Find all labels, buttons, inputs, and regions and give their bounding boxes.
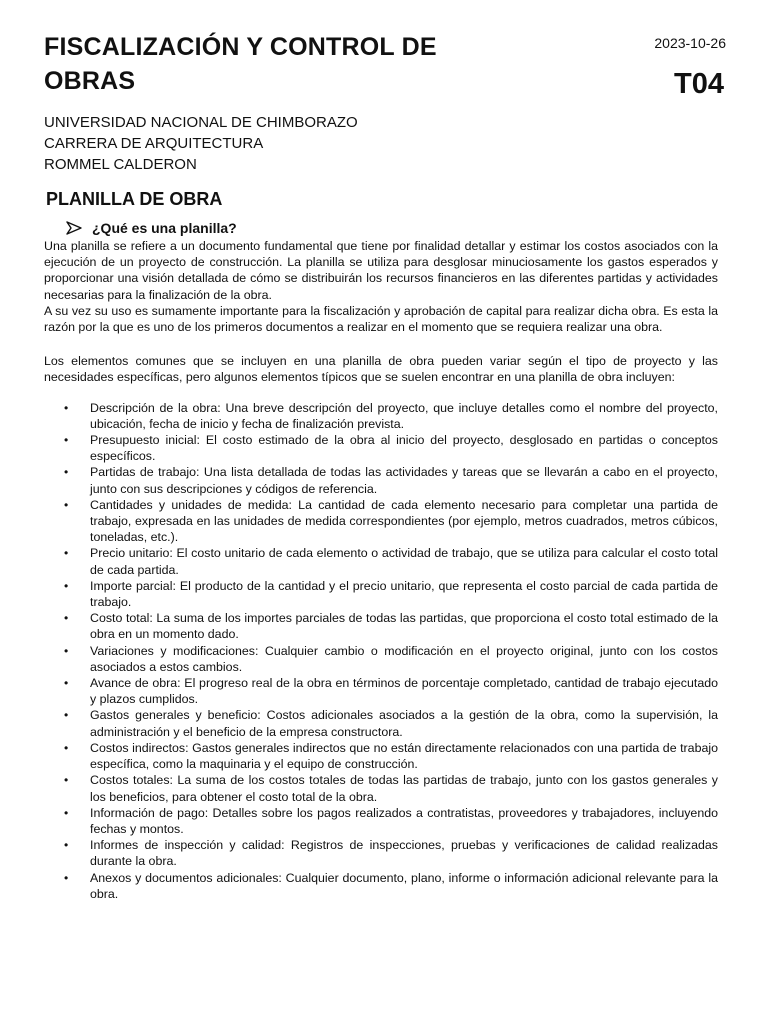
question-text: ¿Qué es una planilla? [92, 220, 237, 236]
bullet-icon: • [64, 611, 69, 626]
institution-block [44, 112, 718, 175]
list-item-text: Cantidades y unidades de medida: La cantidad de cada elemento necesario para completar una partida de trabajo, expresada en las unidades de medida correspondientes (por ejemplo, metros cuadrados, metros cúbicos, toneladas, etc.). [90, 497, 718, 545]
paragraph-elements-intro: Los elementos comunes que se incluyen en una planilla de obra pueden variar según el tipo de proyecto y las necesidades específicas, pero algunos elementos típicos que se suelen encontrar en una planilla de obra incluyen: [44, 354, 718, 385]
list-item [44, 610, 718, 642]
bullet-icon: • [64, 578, 69, 593]
list-item [44, 643, 718, 675]
list-item-text: Importe parcial: El producto de la cantidad y el precio unitario, que representa el costo parcial de cada partida de trabajo. [90, 578, 718, 610]
arrowhead-bullet-icon [66, 221, 82, 235]
list-item-text: Variaciones y modificaciones: Cualquier cambio o modificación en el proyecto original, junto con los costos asociados a estos cambios. [90, 643, 718, 674]
list-item [44, 545, 718, 577]
list-item-text: Información de pago: Detalles sobre los pagos realizados a contratistas, proveedores y trabajadores, incluyendo fechas y montos. [90, 805, 718, 836]
list-item [44, 432, 718, 464]
list-item [44, 740, 718, 772]
list-item-text: Costos totales: La suma de los costos totales de todas las partidas de trabajo, junto con los gastos generales y los beneficios, para obtener el costo total de la obra. [90, 773, 718, 804]
list-item [44, 578, 718, 610]
list-item-text: Costos indirectos: Gastos generales indirectos que no están directamente relacionados con una partida de trabajo específica, como la maquinaria y el equipo de construcción. [90, 740, 718, 772]
paragraph-definition: Una planilla se refiere a un documento fundamental que tiene por finalidad detallar y estimar los costos asociados con la ejecución de un proyecto de construcción. La planilla se utiliza para desglosar minuciosamente los gastos esperados y proporcionar una visión detallada de cómo se distribuirán los recursos financieros en las diferentes partidas y actividades necesarias para la finalización de la obra. [44, 239, 718, 302]
bullet-icon: • [64, 465, 69, 480]
bullet-icon: • [64, 708, 69, 723]
document-page [44, 30, 726, 902]
bullet-icon: • [64, 773, 69, 788]
list-item [44, 675, 718, 707]
document-header [44, 30, 726, 102]
document-title: FISCALIZACIÓN Y CONTROL DE OBRAS [44, 33, 437, 95]
bullet-icon: • [64, 870, 69, 885]
list-item [44, 772, 718, 804]
list-item [44, 707, 718, 739]
list-item-text: Avance de obra: El progreso real de la obra en términos de porcentaje completado, cantidad de trabajo ejecutado y plazos cumplidos. [90, 676, 718, 707]
list-item [44, 400, 718, 432]
university-line: UNIVERSIDAD NACIONAL DE CHIMBORAZO [44, 114, 358, 131]
elements-list [44, 400, 718, 902]
list-item-text: Presupuesto inicial: El costo estimado de la obra al inicio del proyecto, desglosado en partidas o conceptos específicos. [90, 433, 718, 464]
bullet-icon: • [64, 676, 69, 691]
bullet-icon: • [64, 740, 69, 755]
document-code: T04 [674, 68, 724, 100]
list-item [44, 837, 718, 869]
author-line: ROMMEL CALDERON [44, 156, 197, 173]
bullet-icon: • [64, 400, 69, 415]
bullet-icon: • [64, 433, 69, 448]
list-item [44, 497, 718, 546]
list-item [44, 805, 718, 837]
career-line: CARRERA DE ARQUITECTURA [44, 135, 264, 152]
list-item-text: Informes de inspección y calidad: Registros de inspecciones, pruebas y verificaciones de calidad realizadas durante la obra. [90, 838, 718, 869]
list-item-text: Anexos y documentos adicionales: Cualquier documento, plano, informe o información adicional relevante para la obra. [90, 870, 718, 901]
list-item-text: Costo total: La suma de los importes parciales de todas las partidas, que proporciona el costo total estimado de la obra en un momento dado. [90, 611, 718, 642]
section-title: PLANILLA DE OBRA [46, 189, 223, 209]
document-date: 2023-10-26 [654, 35, 726, 51]
question-heading [66, 220, 718, 236]
list-item-text: Descripción de la obra: Una breve descripción del proyecto, que incluye detalles como el nombre del proyecto, ubicación, fecha de inicio y fecha de finalización prevista. [90, 400, 718, 431]
list-item-text: Precio unitario: El costo unitario de cada elemento o actividad de trabajo, que se utiliza para calcular el costo total de cada partida. [90, 546, 718, 577]
paragraph-importance: A su vez su uso es sumamente importante para la fiscalización y aprobación de capital para realizar dicha obra. Es esta la razón por la que es uno de los primeros documentos a realizar en el momento que se requiera realizar una obra. [44, 303, 718, 335]
bullet-icon: • [64, 805, 69, 820]
bullet-icon: • [64, 546, 69, 561]
list-item-text: Gastos generales y beneficio: Costos adicionales asociados a la gestión de la obra, como la supervisión, la administración y el beneficio de la empresa constructora. [90, 708, 718, 739]
list-item [44, 464, 718, 496]
list-item [44, 870, 718, 902]
list-item-text: Partidas de trabajo: Una lista detallada de todas las actividades y tareas que se llevarán a cabo en el proyecto, junto con sus descripciones y códigos de referencia. [90, 465, 718, 496]
bullet-icon: • [64, 838, 69, 853]
bullet-icon: • [64, 643, 69, 658]
bullet-icon: • [64, 497, 69, 512]
